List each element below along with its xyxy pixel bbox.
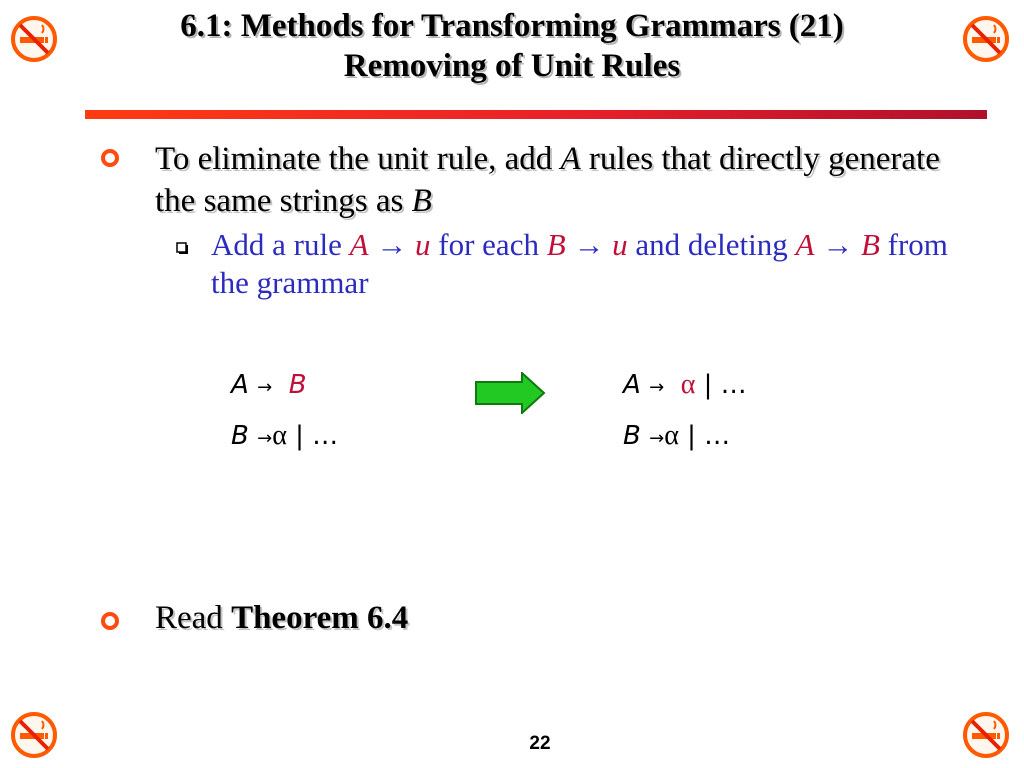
rhs-b: B [288,370,307,400]
arrow-symbol: → [649,428,665,449]
grammar-before-rule-2 [231,419,338,456]
bullet-text: Read [155,600,232,636]
slide-title [80,6,944,86]
no-smoking-icon [10,15,58,63]
grammar-before-rule-1 [231,368,307,405]
rule-rest: | … [678,421,731,451]
alpha-symbol: α [664,420,679,451]
arrow-symbol: → [257,428,273,449]
variable-a: A [349,227,369,262]
bullet-eliminate-unit-rule [155,138,975,222]
variable-b: B [860,227,880,262]
bullet-text: To eliminate the unit rule, add [155,141,561,177]
page-number: 22 [529,733,551,754]
grammar-after-rule-2 [623,419,730,456]
alpha-symbol: α [680,369,696,400]
circle-bullet-icon [100,611,120,631]
title-line-2: Removing of Unit Rules [343,48,681,84]
sub-text: from the grammar [211,227,948,300]
arrow-symbol: → [565,227,613,262]
lhs-a: A [231,370,249,400]
rule-rest: | … [695,370,747,400]
no-smoking-icon [962,15,1010,63]
arrow-symbol: → [649,377,665,398]
variable-a: A [795,227,815,262]
title-divider [85,110,987,119]
variable-u: u [612,227,628,262]
theorem-reference: Theorem 6.4 [231,600,409,636]
lhs-b: B [623,421,641,451]
no-smoking-icon [962,711,1010,759]
variable-b: B [411,183,432,219]
arrow-symbol: → [257,377,273,398]
lhs-a: A [623,370,641,400]
rule-rest: | … [286,421,339,451]
grammar-after-rule-1 [623,368,747,405]
circle-bullet-icon [100,148,120,168]
square-bullet-icon [176,241,188,253]
arrow-symbol: → [814,227,861,262]
arrow-symbol: → [368,227,416,262]
sub-text: and deleting [627,227,796,262]
sub-text: for each [430,227,547,262]
sub-bullet-add-rule [211,226,971,302]
variable-a: A [560,141,581,177]
bullet-text: rules that directly generate the same strings as [155,141,940,219]
lhs-b: B [231,421,249,451]
right-arrow-icon [474,372,546,414]
variable-u: u [415,227,431,262]
no-smoking-icon [10,711,58,759]
variable-b: B [546,227,566,262]
sub-text: Add a rule [211,227,350,262]
title-line-1: 6.1: Methods for Transforming Grammars (21) [180,8,844,44]
bullet-read-theorem [155,597,755,639]
alpha-symbol: α [272,420,287,451]
